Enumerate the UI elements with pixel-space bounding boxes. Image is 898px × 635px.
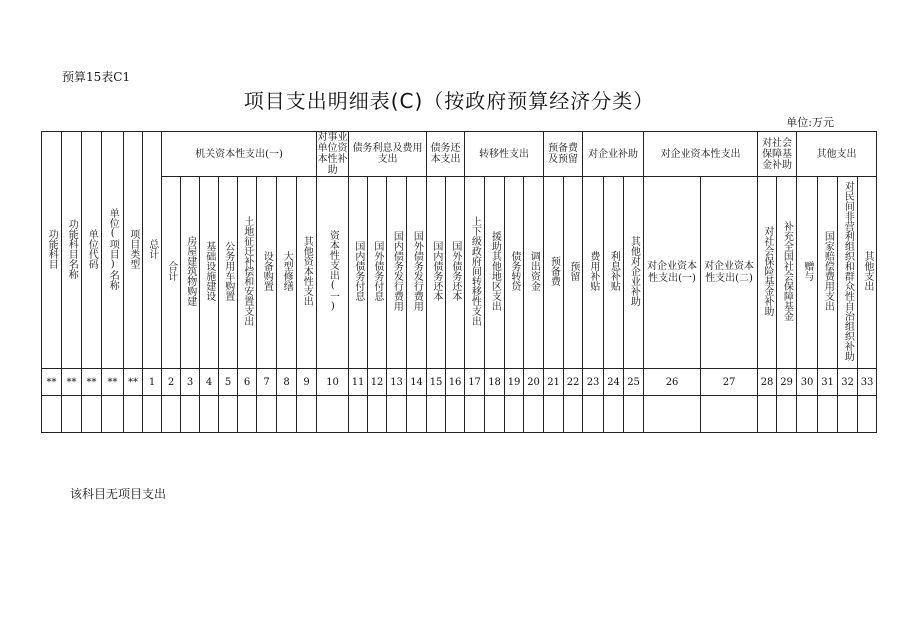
number-cell: 4: [200, 369, 219, 396]
number-cell: 22: [564, 369, 583, 396]
group-header-4: 债务还本支出: [427, 132, 465, 177]
number-cell: 5: [219, 369, 238, 396]
number-cell: 11: [349, 369, 368, 396]
empty-cell: [838, 396, 858, 433]
empty-cell: [297, 396, 317, 433]
number-cell: 27: [701, 369, 758, 396]
empty-cell: [407, 396, 427, 433]
empty-cell: [143, 396, 162, 433]
number-cell: 15: [427, 369, 446, 396]
number-cell: 29: [777, 369, 797, 396]
empty-cell: [524, 396, 544, 433]
header-col-27: 对企业资本性支出(二): [701, 177, 758, 369]
empty-cell: [624, 396, 644, 433]
header-col-23: 费用补贴: [583, 177, 604, 369]
number-row: [42, 369, 877, 396]
number-cell: 23: [583, 369, 604, 396]
number-cell: 16: [446, 369, 465, 396]
header-col-31: 国家赔偿费用支出: [818, 177, 838, 369]
header-col-32: 对民间非营利组织和群众性自治组织补助: [838, 177, 858, 369]
empty-cell: [257, 396, 277, 433]
header-col-17: 上下级政府间转移性支出: [465, 177, 485, 369]
empty-cell: [238, 396, 257, 433]
number-cell: 20: [524, 369, 544, 396]
number-cell: 25: [624, 369, 644, 396]
number-cell: 24: [604, 369, 624, 396]
header-col-25: 其他对企业补助: [624, 177, 644, 369]
empty-cell: [564, 396, 583, 433]
header-col-6: 土地征迁补偿和安置支出: [238, 177, 257, 369]
header-row-columns: [42, 177, 877, 369]
header-func-name: 功能科目名称: [62, 132, 82, 369]
group-header-8: 对企业资本性支出: [644, 132, 758, 177]
group-header-3: 债务利息及费用支出: [349, 132, 427, 177]
empty-cell: [583, 396, 604, 433]
empty-cell: [485, 396, 505, 433]
empty-cell: [505, 396, 524, 433]
header-col-13: 国内债务发行费用: [387, 177, 407, 369]
empty-cell: [604, 396, 624, 433]
header-col-9: 其他资本性支出: [297, 177, 317, 369]
empty-cell: [219, 396, 238, 433]
page-title: 项目支出明细表(C)（按政府预算经济分类）: [243, 89, 655, 113]
empty-cell: [124, 396, 143, 433]
empty-data-row: [42, 396, 877, 433]
header-col-30: 赠与: [797, 177, 818, 369]
number-cell: 33: [858, 369, 877, 396]
empty-cell: [446, 396, 465, 433]
header-col-22: 预留: [564, 177, 583, 369]
empty-cell: [387, 396, 407, 433]
group-header-9: 对社会保障基金补助: [758, 132, 797, 177]
number-cell: 26: [644, 369, 701, 396]
header-col-5: 公务用车购置: [219, 177, 238, 369]
group-header-1: 机关资本性支出(一): [162, 132, 317, 177]
number-cell: **: [124, 369, 143, 396]
empty-cell: [162, 396, 181, 433]
header-col-10: 资本性支出(一): [317, 177, 349, 369]
empty-cell: [858, 396, 877, 433]
no-items-note: 该科目无项目支出: [70, 487, 167, 501]
number-cell: 7: [257, 369, 277, 396]
empty-cell: [427, 396, 446, 433]
number-cell: 2: [162, 369, 181, 396]
group-header-5: 转移性支出: [465, 132, 544, 177]
empty-cell: [644, 396, 701, 433]
number-cell: **: [62, 369, 82, 396]
header-unit-name: 单位(项目)名称: [102, 132, 124, 369]
empty-cell: [181, 396, 200, 433]
header-col-28: 对社会保险基金补助: [758, 177, 777, 369]
group-header-6: 预备费及预留: [544, 132, 583, 177]
number-cell: **: [82, 369, 102, 396]
group-header-10: 其他支出: [797, 132, 877, 177]
empty-cell: [465, 396, 485, 433]
empty-cell: [777, 396, 797, 433]
number-cell: 10: [317, 369, 349, 396]
header-col-4: 基础设施建设: [200, 177, 219, 369]
header-func-code: 功能科目: [42, 132, 62, 369]
empty-cell: [349, 396, 368, 433]
empty-cell: [368, 396, 387, 433]
header-col-26: 对企业资本性支出(一): [644, 177, 701, 369]
empty-cell: [82, 396, 102, 433]
empty-cell: [42, 396, 62, 433]
empty-cell: [797, 396, 818, 433]
number-cell: 18: [485, 369, 505, 396]
empty-cell: [818, 396, 838, 433]
number-cell: **: [42, 369, 62, 396]
group-header-7: 对企业补助: [583, 132, 644, 177]
number-cell: 12: [368, 369, 387, 396]
empty-cell: [200, 396, 219, 433]
header-col-8: 大型修缮: [277, 177, 297, 369]
unit-label: 单位:万元: [786, 116, 834, 129]
header-col-33: 其他支出: [858, 177, 877, 369]
header-col-14: 国外债务发行费用: [407, 177, 427, 369]
header-col-29: 补充全国社会保障基金: [777, 177, 797, 369]
header-col-12: 国外债务付息: [368, 177, 387, 369]
header-col-21: 预备费: [544, 177, 564, 369]
header-col-24: 利息补贴: [604, 177, 624, 369]
header-col-18: 援助其他地区支出: [485, 177, 505, 369]
form-code: 预算15表C1: [62, 70, 131, 84]
group-header-2: 对事业单位资本性补助: [317, 132, 348, 176]
number-cell: 8: [277, 369, 297, 396]
header-col-7: 设备购置: [257, 177, 277, 369]
empty-cell: [62, 396, 82, 433]
empty-cell: [701, 396, 758, 433]
number-cell: **: [102, 369, 124, 396]
number-cell: 30: [797, 369, 818, 396]
empty-cell: [277, 396, 297, 433]
number-cell: 13: [387, 369, 407, 396]
header-col-15: 国内债务还本: [427, 177, 446, 369]
number-cell: 28: [758, 369, 777, 396]
number-cell: 14: [407, 369, 427, 396]
header-col-20: 调出资金: [524, 177, 544, 369]
number-cell: 21: [544, 369, 564, 396]
number-cell: 3: [181, 369, 200, 396]
number-cell: 31: [818, 369, 838, 396]
header-col-3: 房屋建筑物购建: [181, 177, 200, 369]
empty-cell: [758, 396, 777, 433]
number-cell: 1: [143, 369, 162, 396]
header-proj-type: 项目类型: [124, 132, 143, 369]
header-total: 总计: [143, 132, 162, 369]
empty-cell: [544, 396, 564, 433]
number-cell: 17: [465, 369, 485, 396]
header-col-2: 合计: [162, 177, 181, 369]
header-unit-code: 单位代码: [82, 132, 102, 369]
header-col-11: 国内债务付息: [349, 177, 368, 369]
number-cell: 19: [505, 369, 524, 396]
number-cell: 32: [838, 369, 858, 396]
empty-cell: [317, 396, 349, 433]
number-cell: 9: [297, 369, 317, 396]
empty-cell: [102, 396, 124, 433]
header-row-groups: [42, 132, 877, 177]
header-col-16: 国外债务还本: [446, 177, 465, 369]
number-cell: 6: [238, 369, 257, 396]
budget-table: [41, 131, 877, 433]
header-col-19: 债务转贷: [505, 177, 524, 369]
